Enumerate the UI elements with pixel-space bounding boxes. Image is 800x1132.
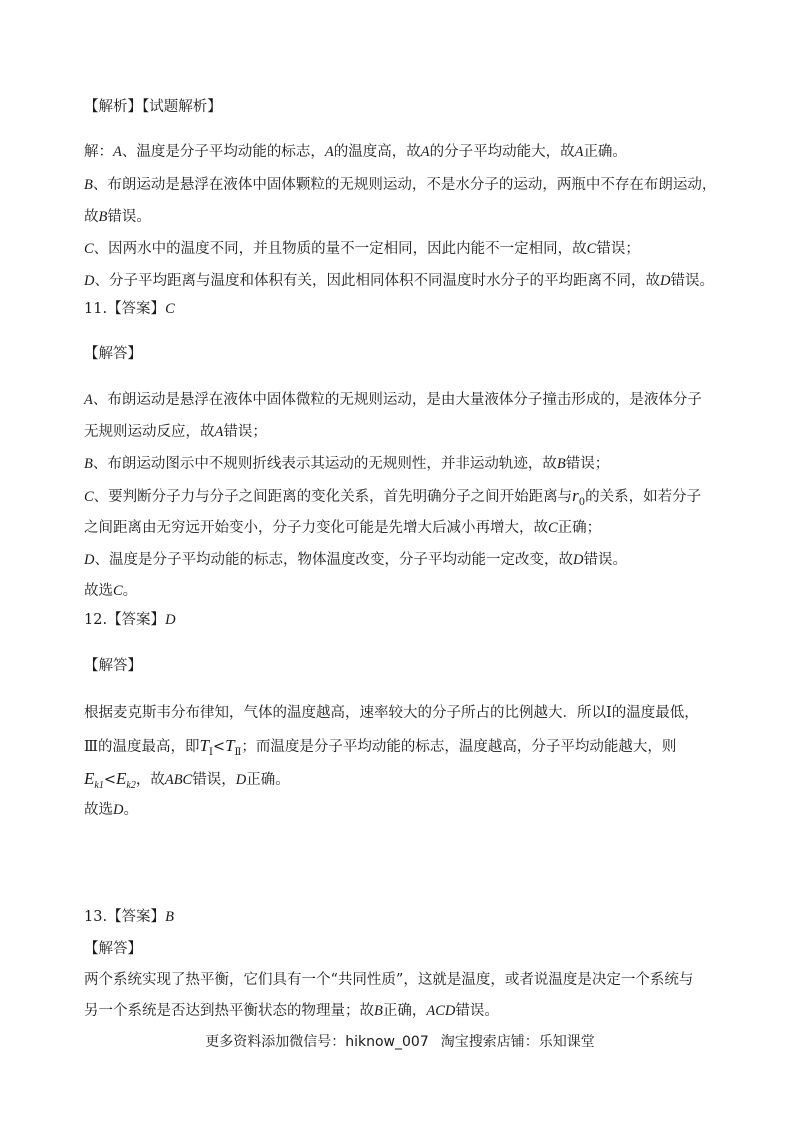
text: 正确； <box>557 520 602 536</box>
text: 、布朗运动是悬浮在液体中固体颗粒的无规则运动，不是水分子的运动，两瓶中不存在布朗运动， <box>92 177 717 193</box>
s10-option-c <box>84 239 640 259</box>
text: 正确， <box>382 1003 427 1019</box>
letter: D <box>113 802 124 818</box>
s12-answer <box>84 610 176 630</box>
text: 错误； <box>565 456 610 472</box>
s10-option-d <box>84 271 714 291</box>
letter: A <box>113 144 122 160</box>
math-symbol: E <box>84 769 95 788</box>
text: 正确。 <box>246 772 290 788</box>
subscript: k2 <box>126 780 136 791</box>
letter: D <box>84 273 95 289</box>
letter: B <box>84 177 93 193</box>
math-symbol: E <box>116 769 127 788</box>
letter: A <box>574 144 584 160</box>
s13-line1: 两个系统实现了热平衡，它们具有一个“共同性质”，这就是温度，或者说温度是决定一个系统与 <box>84 972 694 988</box>
s12-line2 <box>84 736 676 757</box>
less-than-sign: < <box>212 739 226 755</box>
letter: C <box>113 583 123 599</box>
text: ；而温度是分子平均动能的标志，温度越高，分子平均动能越大，则 <box>241 739 677 755</box>
s11-option-b <box>84 454 609 474</box>
text: 、分子平均距离与温度和体积有关，因此相同体积不同温度时水分子的平均距离不同，故 <box>94 273 660 289</box>
less-than-sign: < <box>103 772 116 788</box>
subscript: 0 <box>578 497 586 508</box>
text: 正确。 <box>583 144 627 160</box>
answer-label: 【答案】 <box>107 909 166 925</box>
subscript: Ⅰ <box>208 747 213 758</box>
text: 、因两水中的温度不同，并且物质的量不一定相同，因此内能不一定相同，故 <box>93 241 587 257</box>
s11-option-d <box>84 550 627 570</box>
s12-line3 <box>84 769 290 790</box>
text: 之间距离由无穷远开始变小，分子力变化可能是先增大后减小再增大，故 <box>84 520 548 536</box>
letter: B <box>84 456 93 472</box>
s11-option-c-line2 <box>84 518 601 538</box>
letter: C <box>586 241 597 257</box>
text: 另一个系统是否达到热平衡状态的物理量；故 <box>84 1003 374 1019</box>
s10-option-b-line2 <box>84 207 151 227</box>
text: 、布朗运动图示中不规则折线表示其运动的无规则性，并非运动轨迹，故 <box>92 456 557 472</box>
text: Ⅲ的温度最高，即 <box>84 739 200 755</box>
s11-conclusion <box>84 581 137 601</box>
question-number: 13. <box>84 909 108 925</box>
text: 。 <box>122 583 138 599</box>
answer-label: 【答案】 <box>107 612 166 628</box>
s12-conclusion <box>84 800 138 820</box>
subscript: Ⅱ <box>234 747 242 758</box>
letter: C <box>548 520 558 536</box>
letter: A <box>214 424 224 440</box>
text: 解： <box>84 144 113 160</box>
answer-value: B <box>165 909 174 925</box>
letter: ACD <box>426 1003 456 1019</box>
s13-header: 【解答】 <box>84 941 142 957</box>
text: 错误， <box>192 772 236 788</box>
letter: D <box>659 273 671 289</box>
text: 、温度是分子平均动能的标志， <box>121 144 325 160</box>
letter: D <box>235 772 247 788</box>
s11-answer <box>84 299 175 319</box>
answer-value: D <box>165 612 176 628</box>
s11-option-a-line1 <box>84 390 702 410</box>
math-symbol: T <box>225 736 235 755</box>
math-symbol: T <box>199 736 209 755</box>
text: 、布朗运动是悬浮在液体中固体微粒的无规则运动，是由大量液体分子撞击形成的，是液体分子 <box>92 392 702 408</box>
s11-header: 【解答】 <box>84 346 142 362</box>
answer-label: 【答案】 <box>107 301 166 317</box>
letter: D <box>84 552 95 568</box>
page-footer <box>0 1031 800 1051</box>
letter: B <box>374 1003 383 1019</box>
letter: A <box>84 392 93 408</box>
text: 错误； <box>596 241 640 257</box>
text: 故选 <box>84 802 113 818</box>
text: 、要判断分子力与分子之间距离的变化关系，首先明确分子之间开始距离与 <box>93 489 573 505</box>
letter: A <box>420 144 430 160</box>
text: 故 <box>84 209 99 225</box>
s13-answer <box>84 907 174 927</box>
question-number: 11. <box>84 301 108 317</box>
s13-line2 <box>84 1001 499 1021</box>
letter: B <box>556 456 566 472</box>
footer-taobao: 淘宝搜索店铺：乐知课堂 <box>440 1034 595 1050</box>
s11-option-c-line1 <box>84 486 701 507</box>
s11-option-a-line2 <box>84 422 267 442</box>
letter: C <box>84 489 94 505</box>
text: 故选 <box>84 583 113 599</box>
letter: C <box>84 241 94 257</box>
letter: ABC <box>164 772 193 788</box>
s10-option-b-line1 <box>84 175 716 195</box>
question-number: 12. <box>84 612 108 628</box>
subscript: k1 <box>94 780 104 791</box>
math-symbol: r <box>572 486 579 505</box>
text: 的温度高，故 <box>333 144 421 160</box>
text: 错误； <box>223 424 267 440</box>
s12-line1: 根据麦克斯韦分布律知，气体的温度越高，速率较大的分子所占的比例越大．所以Ⅰ的温度最低， <box>84 705 699 721</box>
s10-header: 【解析】【试题解析】 <box>84 99 222 115</box>
text: 的分子平均动能大，故 <box>429 144 575 160</box>
text: ，故 <box>135 772 165 788</box>
text: 。 <box>123 802 138 818</box>
text: 错误。 <box>583 552 627 568</box>
text: 错误。 <box>455 1003 499 1019</box>
letter: D <box>572 552 584 568</box>
text: 的关系，如若分子 <box>585 489 702 505</box>
s10-option-a <box>84 142 627 162</box>
s12-header: 【解答】 <box>84 658 142 674</box>
text: 错误。 <box>107 209 151 225</box>
text: 、温度是分子平均动能的标志，物体温度改变，分子平均动能一定改变，故 <box>94 552 573 568</box>
text: 错误。 <box>670 273 714 289</box>
letter: B <box>98 209 108 225</box>
answer-value: C <box>165 301 175 317</box>
text: 无规则运动反应，故 <box>84 424 215 440</box>
footer-wechat: 更多资料添加微信号：hiknow_007 <box>205 1034 429 1050</box>
letter: A <box>324 144 334 160</box>
